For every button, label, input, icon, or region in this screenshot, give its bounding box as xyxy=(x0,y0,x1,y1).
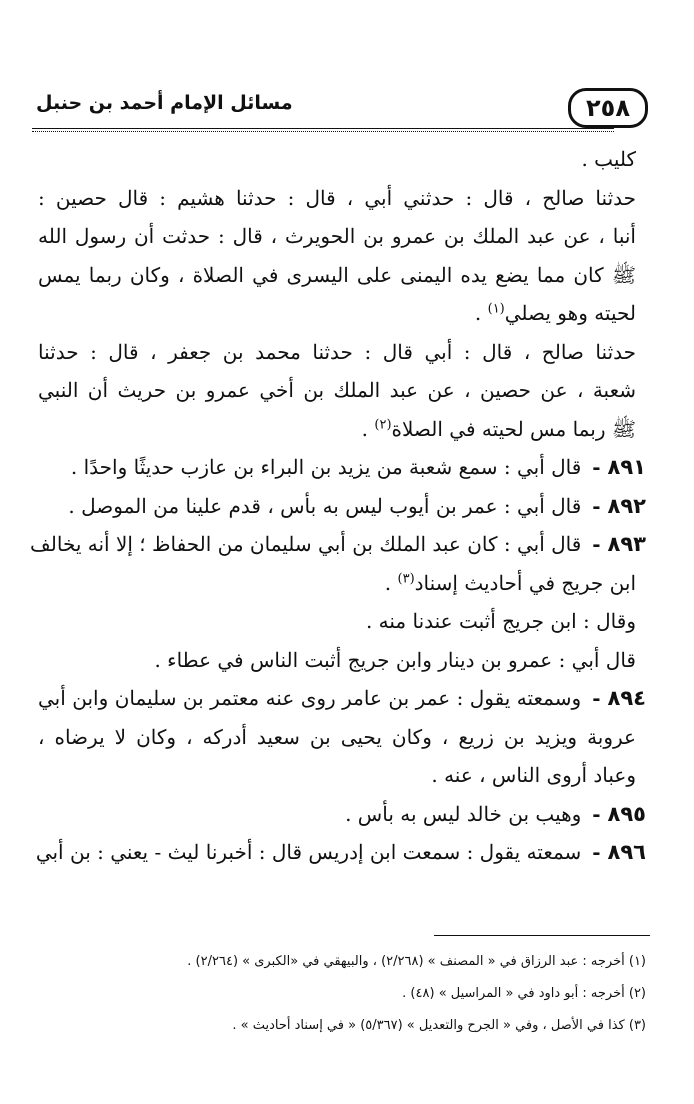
page-header xyxy=(36,78,648,128)
number-dash: - xyxy=(585,801,608,826)
paragraph-number: ٨٩٦ xyxy=(607,840,646,864)
number-dash: - xyxy=(585,532,608,556)
number-dash: - xyxy=(585,840,608,864)
text-line xyxy=(38,410,646,449)
footnote: (١) أخرجه : عبد الرزاق في « المصنف » (٢/٢٦٨) ، والبيهقي في «الكبرى » (٢/٢٦٤) . xyxy=(187,954,646,969)
line-text: قال أبي : عمر بن أيوب ليس به بأس ، قدم علينا من الموصل . xyxy=(68,493,582,518)
numbered-paragraph-line xyxy=(38,679,646,718)
paragraph-number: ٨٩٤ xyxy=(607,686,646,710)
text-line xyxy=(38,602,646,641)
paragraph-number: ٨٩١ xyxy=(607,455,646,479)
text-line xyxy=(38,718,646,757)
line-text: حدثنا صالح ، قال : أبي قال : حدثنا محمد بن جعفر ، قال : حدثنا xyxy=(38,339,636,364)
numbered-paragraph-line xyxy=(38,795,646,834)
line-text-tail: . xyxy=(361,416,375,441)
line-text-tail: . xyxy=(474,301,488,325)
line-text: وعباد أروى الناس ، عنه . xyxy=(431,763,636,787)
line-text: قال أبي : سمع شعبة من يزيد بن البراء بن عازب حديثًا واحدًا . xyxy=(70,455,582,479)
number-dash: - xyxy=(585,686,608,710)
header-divider xyxy=(32,128,614,132)
line-text: قال أبي : عمرو بن دينار وابن جريج أثبت الناس في عطاء . xyxy=(154,647,636,672)
footnote: (٣) كذا في الأصل ، وفي « الجرح والتعديل » (٥/٣٦٧) « في إسناد أحاديث » . xyxy=(232,1018,646,1033)
page-number xyxy=(568,88,648,128)
text-line xyxy=(38,294,646,333)
numbered-paragraph-line xyxy=(35,833,646,872)
text-line xyxy=(38,256,646,295)
footnote-marker: (٢) xyxy=(374,416,392,432)
numbered-paragraph-line xyxy=(38,487,646,526)
line-text: سمعته يقول : سمعت ابن إدريس قال : أخبرنا ليث - يعني : بن أبي xyxy=(35,840,582,864)
line-text: قال أبي : كان عبد الملك بن أبي سليمان من الحفاظ ؛ إلا أنه يخالف xyxy=(30,532,582,556)
line-text: ابن جريج في أحاديث إسناد xyxy=(414,570,636,595)
text-line xyxy=(38,371,646,410)
numbered-paragraph-line xyxy=(30,525,646,564)
paragraph-number: ٨٩٢ xyxy=(607,493,646,518)
footnote-marker: (٣) xyxy=(397,570,415,586)
text-line xyxy=(38,179,646,218)
line-text: وهيب بن خالد ليس به بأس . xyxy=(345,801,582,826)
paragraph-number: ٨٩٥ xyxy=(607,801,646,826)
numbered-paragraph-line xyxy=(38,448,646,487)
line-text: لحيته وهو يصلي xyxy=(504,301,636,325)
footnote-marker: (١) xyxy=(487,301,505,317)
text-line xyxy=(38,564,646,603)
line-text: شعبة ، عن حصين ، عن عبد الملك بن أخي عمرو بن حريث أن النبي xyxy=(38,378,636,402)
line-text: ﷺ ربما مس لحيته في الصلاة xyxy=(391,416,636,441)
text-line xyxy=(38,217,646,256)
number-dash: - xyxy=(585,493,608,518)
number-dash: - xyxy=(585,455,608,479)
line-text: وقال : ابن جريج أثبت عندنا منه . xyxy=(365,609,636,633)
text-line xyxy=(38,140,646,179)
footnote-divider xyxy=(434,935,650,936)
footnote: (٢) أخرجه : أبو داود في « المراسيل » (٤٨) . xyxy=(402,986,646,1001)
line-text: حدثنا صالح ، قال : حدثني أبي ، قال : حدثنا هشيم : قال حصين : xyxy=(38,185,636,210)
line-text: عروبة ويزيد بن زريع ، وكان يحيى بن سعيد أدركه ، وكان لا يرضاه ، xyxy=(38,724,636,749)
footnotes xyxy=(60,946,646,1042)
line-text: ﷺ كان مما يضع يده اليمنى على اليسرى في الصلاة ، وكان ربما يمس xyxy=(38,262,637,287)
line-text-tail: . xyxy=(384,570,398,595)
book-title: مسائل الإمام أحمد بن حنبل xyxy=(36,92,293,114)
text-line xyxy=(38,641,646,680)
body-text xyxy=(30,140,646,872)
paragraph-number: ٨٩٣ xyxy=(607,532,646,556)
line-text: وسمعته يقول : عمر بن عامر روى عنه معتمر بن سليمان وابن أبي xyxy=(38,686,582,710)
line-text: كليب . xyxy=(581,147,636,171)
page-number-text: ٢٥٨ xyxy=(586,94,630,122)
text-line xyxy=(38,333,646,372)
text-line xyxy=(38,756,646,795)
line-text: أنبا ، عن عبد الملك بن عمرو بن الحويرث ، قال : حدثت أن رسول الله xyxy=(38,224,636,248)
